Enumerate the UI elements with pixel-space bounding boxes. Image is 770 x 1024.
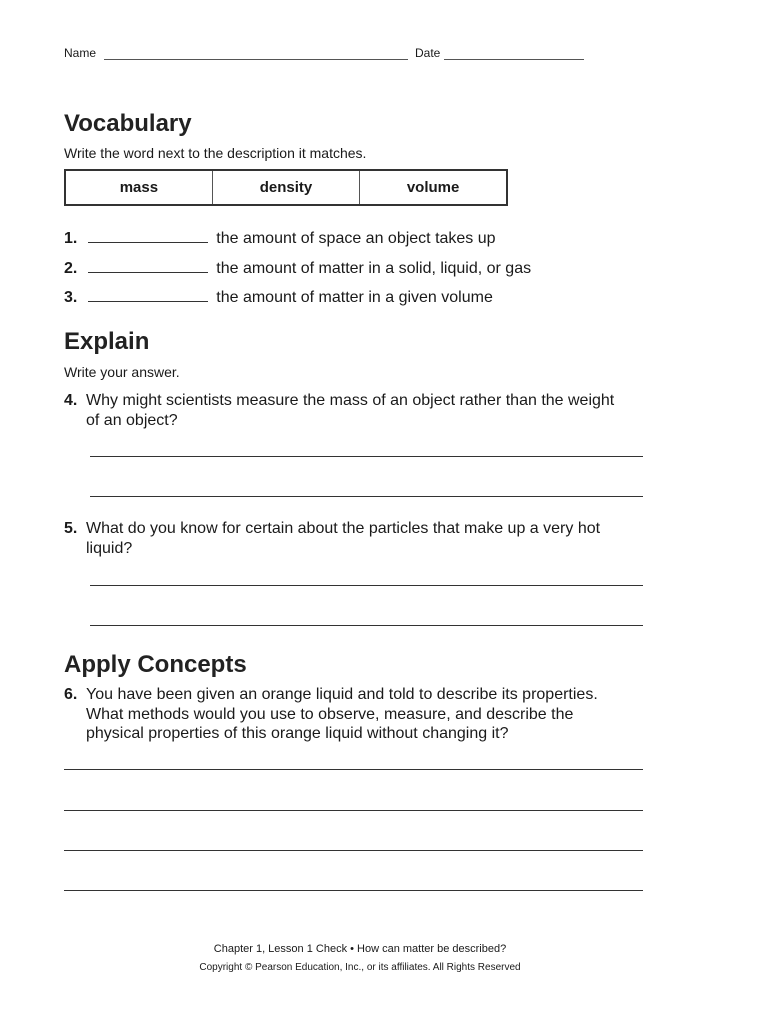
answer-line[interactable]	[64, 769, 643, 770]
answer-line[interactable]	[90, 625, 643, 626]
item-text: the amount of space an object takes up	[216, 230, 496, 247]
question-5-text: What do you know for certain about the particles that make up a very hot	[86, 520, 601, 537]
name-line[interactable]	[104, 59, 408, 60]
apply-concepts-heading: Apply Concepts	[64, 651, 247, 678]
answer-blank[interactable]	[88, 258, 208, 273]
word-bank-item: mass	[65, 170, 212, 205]
answer-blank[interactable]	[88, 228, 208, 243]
question-6-text: You have been given an orange liquid and told to describe its properties.	[86, 686, 598, 703]
vocab-item-2	[64, 258, 531, 278]
footer-copyright: Copyright © Pearson Education, Inc., or its affiliates. All Rights Reserved	[199, 962, 521, 973]
question-number: 6.	[64, 686, 78, 703]
answer-line[interactable]	[64, 810, 643, 811]
vocabulary-heading: Vocabulary	[64, 110, 192, 137]
answer-line[interactable]	[64, 890, 643, 891]
word-bank-item: density	[212, 170, 359, 205]
question-number: 4.	[64, 392, 78, 409]
date-line[interactable]	[444, 59, 584, 60]
answer-line[interactable]	[90, 496, 643, 497]
question-4-text: Why might scientists measure the mass of an object rather than the weight	[86, 392, 615, 409]
question-number: 5.	[64, 520, 78, 537]
question-6-text-cont: physical properties of this orange liquid without changing it?	[86, 725, 509, 742]
footer-lesson: Chapter 1, Lesson 1 Check • How can matter be described?	[213, 943, 507, 955]
name-label: Name	[64, 46, 97, 60]
explain-instruction: Write your answer.	[64, 364, 180, 380]
question-4-text-cont: of an object?	[86, 412, 178, 429]
item-number: 3.	[64, 289, 78, 306]
vocabulary-instruction: Write the word next to the description it matches.	[64, 145, 367, 161]
question-6-text-cont: What methods would you use to observe, measure, and describe the	[86, 706, 574, 723]
date-label: Date	[415, 46, 441, 60]
item-text: the amount of matter in a solid, liquid, or gas	[216, 260, 532, 277]
item-number: 2.	[64, 260, 78, 277]
answer-line[interactable]	[64, 850, 643, 851]
explain-heading: Explain	[64, 328, 150, 355]
answer-blank[interactable]	[88, 287, 208, 302]
vocab-item-1	[64, 228, 496, 248]
answer-line[interactable]	[90, 585, 643, 586]
word-bank-item: volume	[360, 170, 507, 205]
item-text: the amount of matter in a given volume	[216, 289, 493, 306]
question-5-text-cont: liquid?	[86, 540, 133, 557]
vocab-item-3	[64, 287, 493, 307]
item-number: 1.	[64, 230, 78, 247]
answer-line[interactable]	[90, 456, 643, 457]
word-bank	[64, 169, 508, 206]
